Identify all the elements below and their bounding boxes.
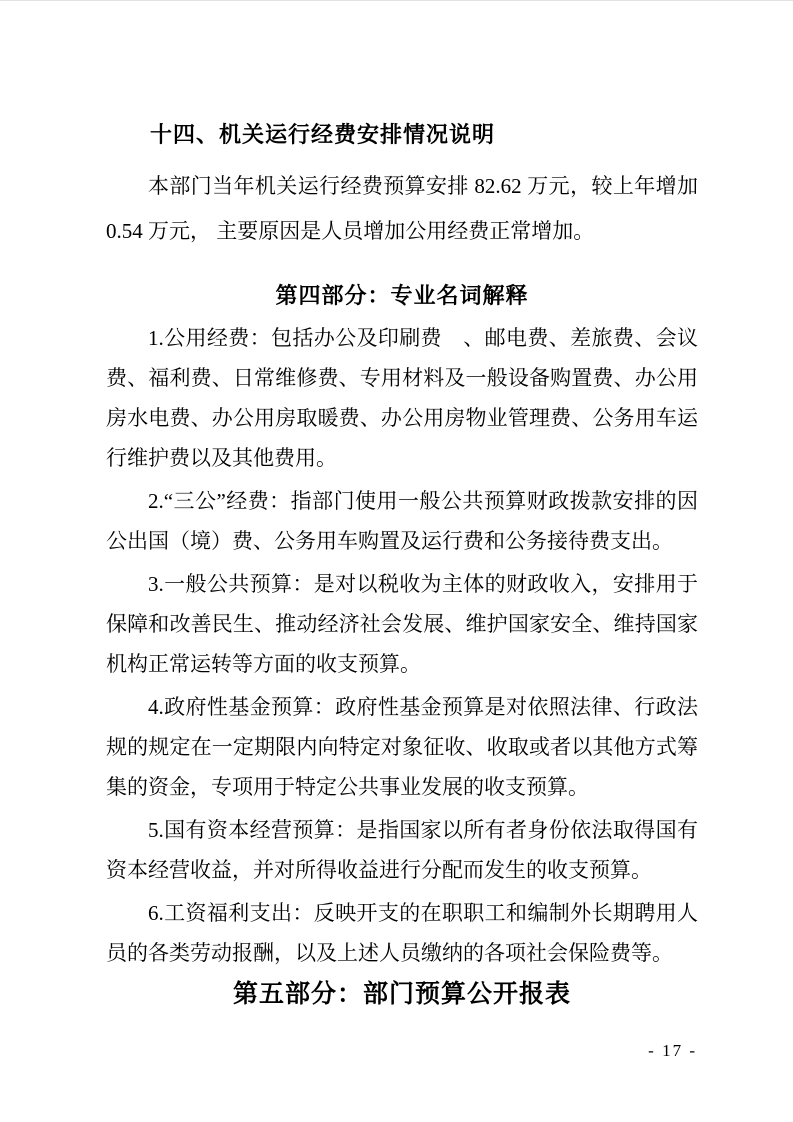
part4-heading: 第四部分：专业名词解释 bbox=[275, 283, 529, 308]
glossary-list bbox=[106, 318, 698, 973]
page-number: - 17 - bbox=[648, 1041, 697, 1060]
glossary-item-2: 2.“三公”经费：指部门使用一般公共预算财政拨款安排的因公出国（境）费、公务用车购置及运行费和公务接待费支出。 bbox=[106, 489, 698, 553]
glossary-item-4: 4.政府性基金预算：政府性基金预算是对依照法律、行政法规的规定在一定期限内向特定对象征收、收取或者以其他方式筹集的资金，专项用于特定公共事业发展的收支预算。 bbox=[106, 695, 698, 799]
section14-heading: 十四、机关运行经费安排情况说明 bbox=[150, 122, 496, 147]
scan-edge-artifact bbox=[0, 0, 793, 1]
page-content bbox=[106, 118, 698, 1013]
part5-heading: 第五部分：部门预算公开报表 bbox=[232, 981, 571, 1008]
glossary-item-6: 6.工资福利支出：反映开支的在职职工和编制外长期聘用人员的各类劳动报酬，以及上述人员缴纳的各项社会保险费等。 bbox=[106, 901, 698, 965]
glossary-item-3: 3.一般公共预算：是对以税收为主体的财政收入，安排用于保障和改善民生、推动经济社会发展、维护国家安全、维持国家机构正常运转等方面的收支预算。 bbox=[106, 572, 698, 676]
glossary-item-5: 5.国有资本经营预算：是指国家以所有者身份依法取得国有资本经营收益，并对所得收益进行分配而发生的收支预算。 bbox=[106, 818, 698, 882]
glossary-item-1: 1.公用经费：包括办公及印刷费 、邮电费、差旅费、会议费、福利费、日常维修费、专用材料及一般设备购置费、办公用房水电费、办公用房取暖费、办公用房物业管理费、公务用车运行维护费以及其他费用。 bbox=[106, 326, 698, 470]
section14-body-paragraph: 本部门当年机关运行经费预算安排 82.62 万元，较上年增加 0.54 万元， 主要原因是人员增加公用经费正常增加。 bbox=[106, 174, 698, 243]
